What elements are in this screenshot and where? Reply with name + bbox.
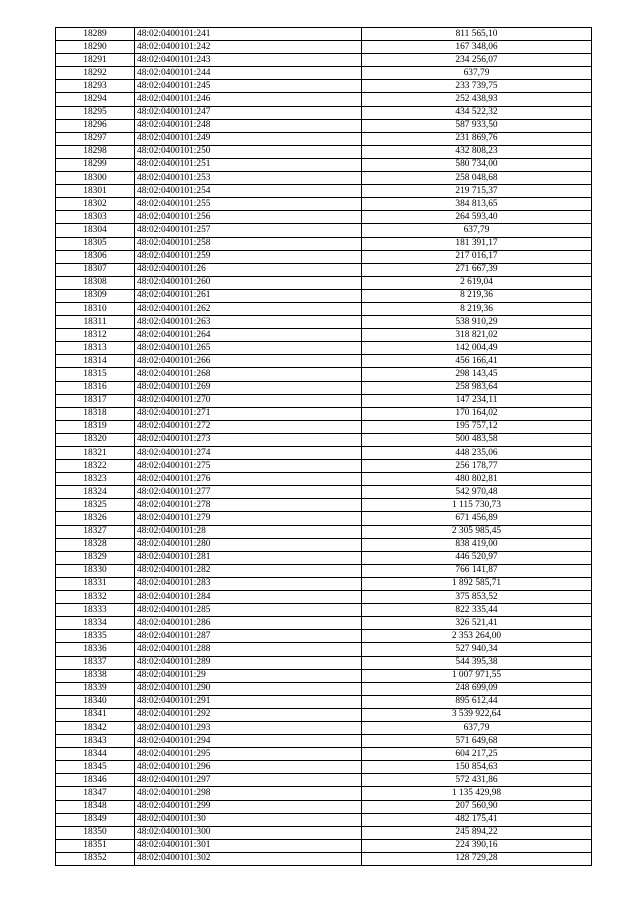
- row-number-cell: 18320: [56, 433, 135, 446]
- row-number-cell: 18332: [56, 591, 135, 604]
- cadastral-number-cell: 48:02:0400101:285: [135, 604, 362, 617]
- cadastral-value-cell: 448 235,06: [362, 447, 592, 460]
- cadastral-number-cell: 48:02:0400101:248: [135, 119, 362, 132]
- cadastral-value-cell: 142 004,49: [362, 342, 592, 355]
- row-number-cell: 18298: [56, 145, 135, 158]
- row-number-cell: 18330: [56, 564, 135, 577]
- cadastral-value-cell: 8 219,36: [362, 289, 592, 302]
- cadastral-number-cell: 48:02:0400101:246: [135, 93, 362, 106]
- row-number-cell: 18342: [56, 721, 135, 734]
- cadastral-number-cell: 48:02:0400101:29: [135, 669, 362, 682]
- cadastral-value-cell: 234 256,07: [362, 54, 592, 67]
- table-row: [56, 656, 592, 669]
- cadastral-value-cell: 587 933,50: [362, 119, 592, 132]
- cadastral-number-cell: 48:02:0400101:282: [135, 564, 362, 577]
- cadastral-value-cell: 538 910,29: [362, 316, 592, 329]
- row-number-cell: 18311: [56, 316, 135, 329]
- row-number-cell: 18305: [56, 237, 135, 250]
- cadastral-value-cell: 3 539 922,64: [362, 708, 592, 721]
- cadastral-number-cell: 48:02:0400101:242: [135, 41, 362, 54]
- cadastral-number-cell: 48:02:0400101:275: [135, 460, 362, 473]
- cadastral-number-cell: 48:02:0400101:256: [135, 211, 362, 224]
- cadastral-value-cell: 637,79: [362, 67, 592, 80]
- cadastral-number-cell: 48:02:0400101:292: [135, 708, 362, 721]
- cadastral-number-cell: 48:02:0400101:245: [135, 80, 362, 93]
- cadastral-value-cell: 482 175,41: [362, 813, 592, 826]
- table-row: [56, 198, 592, 211]
- row-number-cell: 18343: [56, 735, 135, 748]
- cadastral-value-cell: 571 649,68: [362, 735, 592, 748]
- cadastral-number-cell: 48:02:0400101:290: [135, 682, 362, 695]
- table-row: [56, 394, 592, 407]
- table-row: [56, 800, 592, 813]
- row-number-cell: 18345: [56, 761, 135, 774]
- row-number-cell: 18334: [56, 617, 135, 630]
- table-row: [56, 185, 592, 198]
- table-row: [56, 695, 592, 708]
- row-number-cell: 18321: [56, 447, 135, 460]
- row-number-cell: 18314: [56, 355, 135, 368]
- cadastral-value-table: [55, 27, 592, 866]
- cadastral-number-cell: 48:02:0400101:302: [135, 852, 362, 865]
- cadastral-number-cell: 48:02:0400101:266: [135, 355, 362, 368]
- row-number-cell: 18325: [56, 499, 135, 512]
- cadastral-value-cell: 637,79: [362, 721, 592, 734]
- cadastral-value-cell: 150 854,63: [362, 761, 592, 774]
- row-number-cell: 18296: [56, 119, 135, 132]
- cadastral-number-cell: 48:02:0400101:297: [135, 774, 362, 787]
- cadastral-number-cell: 48:02:0400101:261: [135, 289, 362, 302]
- cadastral-value-cell: 1 892 585,71: [362, 577, 592, 590]
- cadastral-number-cell: 48:02:0400101:30: [135, 813, 362, 826]
- row-number-cell: 18351: [56, 839, 135, 852]
- cadastral-number-cell: 48:02:0400101:262: [135, 302, 362, 315]
- row-number-cell: 18309: [56, 289, 135, 302]
- cadastral-number-cell: 48:02:0400101:259: [135, 250, 362, 263]
- table-row: [56, 577, 592, 590]
- cadastral-number-cell: 48:02:0400101:288: [135, 643, 362, 656]
- row-number-cell: 18333: [56, 604, 135, 617]
- cadastral-value-cell: 2 353 264,00: [362, 630, 592, 643]
- cadastral-number-cell: 48:02:0400101:265: [135, 342, 362, 355]
- table-row: [56, 643, 592, 656]
- cadastral-value-cell: 248 699,09: [362, 682, 592, 695]
- cadastral-number-cell: 48:02:0400101:291: [135, 695, 362, 708]
- row-number-cell: 18289: [56, 28, 135, 41]
- table-row: [56, 787, 592, 800]
- cadastral-value-cell: 766 141,87: [362, 564, 592, 577]
- row-number-cell: 18327: [56, 525, 135, 538]
- cadastral-value-cell: 456 166,41: [362, 355, 592, 368]
- cadastral-number-cell: 48:02:0400101:263: [135, 316, 362, 329]
- cadastral-value-cell: 580 734,00: [362, 158, 592, 171]
- row-number-cell: 18295: [56, 106, 135, 119]
- cadastral-number-cell: 48:02:0400101:264: [135, 329, 362, 342]
- cadastral-value-cell: 838 419,00: [362, 538, 592, 551]
- table-row: [56, 525, 592, 538]
- row-number-cell: 18304: [56, 224, 135, 237]
- cadastral-value-cell: 271 667,39: [362, 263, 592, 276]
- table-row: [56, 263, 592, 276]
- row-number-cell: 18337: [56, 656, 135, 669]
- row-number-cell: 18331: [56, 577, 135, 590]
- cadastral-value-cell: 181 391,17: [362, 237, 592, 250]
- table-row: [56, 289, 592, 302]
- cadastral-value-cell: 527 940,34: [362, 643, 592, 656]
- cadastral-value-cell: 1 115 730,73: [362, 499, 592, 512]
- table-row: [56, 447, 592, 460]
- table-row: [56, 368, 592, 381]
- row-number-cell: 18293: [56, 80, 135, 93]
- row-number-cell: 18315: [56, 368, 135, 381]
- cadastral-number-cell: 48:02:0400101:287: [135, 630, 362, 643]
- cadastral-value-cell: 195 757,12: [362, 420, 592, 433]
- row-number-cell: 18319: [56, 420, 135, 433]
- row-number-cell: 18312: [56, 329, 135, 342]
- table-row: [56, 813, 592, 826]
- cadastral-value-cell: 2 305 985,45: [362, 525, 592, 538]
- table-row: [56, 80, 592, 93]
- cadastral-number-cell: 48:02:0400101:300: [135, 826, 362, 839]
- table-row: [56, 211, 592, 224]
- table-row: [56, 172, 592, 185]
- row-number-cell: 18350: [56, 826, 135, 839]
- cadastral-number-cell: 48:02:0400101:301: [135, 839, 362, 852]
- table-row: [56, 67, 592, 80]
- cadastral-value-cell: 258 983,64: [362, 381, 592, 394]
- cadastral-number-cell: 48:02:0400101:289: [135, 656, 362, 669]
- row-number-cell: 18318: [56, 407, 135, 420]
- table-row: [56, 617, 592, 630]
- cadastral-number-cell: 48:02:0400101:249: [135, 132, 362, 145]
- cadastral-value-cell: 637,79: [362, 224, 592, 237]
- row-number-cell: 18352: [56, 852, 135, 865]
- cadastral-number-cell: 48:02:0400101:281: [135, 551, 362, 564]
- table-row: [56, 342, 592, 355]
- cadastral-value-cell: 434 522,32: [362, 106, 592, 119]
- row-number-cell: 18329: [56, 551, 135, 564]
- table-row: [56, 499, 592, 512]
- cadastral-number-cell: 48:02:0400101:244: [135, 67, 362, 80]
- cadastral-value-cell: 298 143,45: [362, 368, 592, 381]
- cadastral-value-cell: 233 739,75: [362, 80, 592, 93]
- row-number-cell: 18290: [56, 41, 135, 54]
- cadastral-number-cell: 48:02:0400101:260: [135, 276, 362, 289]
- cadastral-number-cell: 48:02:0400101:258: [135, 237, 362, 250]
- row-number-cell: 18340: [56, 695, 135, 708]
- row-number-cell: 18302: [56, 198, 135, 211]
- cadastral-value-cell: 256 178,77: [362, 460, 592, 473]
- cadastral-value-cell: 2 619,04: [362, 276, 592, 289]
- table-row: [56, 460, 592, 473]
- row-number-cell: 18316: [56, 381, 135, 394]
- row-number-cell: 18300: [56, 172, 135, 185]
- cadastral-number-cell: 48:02:0400101:299: [135, 800, 362, 813]
- cadastral-value-cell: 170 164,02: [362, 407, 592, 420]
- table-row: [56, 748, 592, 761]
- row-number-cell: 18346: [56, 774, 135, 787]
- cadastral-number-cell: 48:02:0400101:280: [135, 538, 362, 551]
- row-number-cell: 18310: [56, 302, 135, 315]
- cadastral-number-cell: 48:02:0400101:28: [135, 525, 362, 538]
- row-number-cell: 18292: [56, 67, 135, 80]
- table-row: [56, 774, 592, 787]
- row-number-cell: 18322: [56, 460, 135, 473]
- row-number-cell: 18339: [56, 682, 135, 695]
- row-number-cell: 18299: [56, 158, 135, 171]
- table-row: [56, 761, 592, 774]
- cadastral-number-cell: 48:02:0400101:298: [135, 787, 362, 800]
- cadastral-number-cell: 48:02:0400101:273: [135, 433, 362, 446]
- cadastral-value-cell: 219 715,37: [362, 185, 592, 198]
- cadastral-number-cell: 48:02:0400101:294: [135, 735, 362, 748]
- table-row: [56, 276, 592, 289]
- row-number-cell: 18349: [56, 813, 135, 826]
- row-number-cell: 18291: [56, 54, 135, 67]
- row-number-cell: 18294: [56, 93, 135, 106]
- table-row: [56, 407, 592, 420]
- cadastral-value-cell: 326 521,41: [362, 617, 592, 630]
- table-body: [56, 28, 592, 866]
- cadastral-value-cell: 252 438,93: [362, 93, 592, 106]
- cadastral-number-cell: 48:02:0400101:283: [135, 577, 362, 590]
- table-row: [56, 420, 592, 433]
- table-row: [56, 564, 592, 577]
- table-row: [56, 132, 592, 145]
- table-row: [56, 158, 592, 171]
- table-row: [56, 669, 592, 682]
- row-number-cell: 18297: [56, 132, 135, 145]
- cadastral-number-cell: 48:02:0400101:270: [135, 394, 362, 407]
- cadastral-value-cell: 895 612,44: [362, 695, 592, 708]
- table-row: [56, 735, 592, 748]
- cadastral-number-cell: 48:02:0400101:276: [135, 473, 362, 486]
- table-row: [56, 54, 592, 67]
- cadastral-number-cell: 48:02:0400101:250: [135, 145, 362, 158]
- table-row: [56, 512, 592, 525]
- table-row: [56, 538, 592, 551]
- cadastral-value-cell: 822 335,44: [362, 604, 592, 617]
- table-row: [56, 839, 592, 852]
- cadastral-value-cell: 384 813,65: [362, 198, 592, 211]
- row-number-cell: 18336: [56, 643, 135, 656]
- table-row: [56, 721, 592, 734]
- table-row: [56, 316, 592, 329]
- cadastral-number-cell: 48:02:0400101:247: [135, 106, 362, 119]
- cadastral-value-cell: 224 390,16: [362, 839, 592, 852]
- table-row: [56, 433, 592, 446]
- cadastral-value-cell: 264 593,40: [362, 211, 592, 224]
- cadastral-value-cell: 217 016,17: [362, 250, 592, 263]
- cadastral-number-cell: 48:02:0400101:255: [135, 198, 362, 211]
- row-number-cell: 18328: [56, 538, 135, 551]
- cadastral-value-cell: 432 808,23: [362, 145, 592, 158]
- cadastral-number-cell: 48:02:0400101:268: [135, 368, 362, 381]
- table-row: [56, 682, 592, 695]
- cadastral-value-cell: 167 348,06: [362, 41, 592, 54]
- row-number-cell: 18323: [56, 473, 135, 486]
- cadastral-value-cell: 207 560,90: [362, 800, 592, 813]
- row-number-cell: 18348: [56, 800, 135, 813]
- row-number-cell: 18324: [56, 486, 135, 499]
- table-row: [56, 106, 592, 119]
- cadastral-value-cell: 1 007 971,55: [362, 669, 592, 682]
- table-row: [56, 604, 592, 617]
- cadastral-number-cell: 48:02:0400101:296: [135, 761, 362, 774]
- cadastral-number-cell: 48:02:0400101:284: [135, 591, 362, 604]
- table-row: [56, 473, 592, 486]
- cadastral-number-cell: 48:02:0400101:241: [135, 28, 362, 41]
- row-number-cell: 18313: [56, 342, 135, 355]
- table-row: [56, 826, 592, 839]
- row-number-cell: 18341: [56, 708, 135, 721]
- table-row: [56, 93, 592, 106]
- cadastral-value-cell: 480 802,81: [362, 473, 592, 486]
- cadastral-value-cell: 231 869,76: [362, 132, 592, 145]
- table-row: [56, 250, 592, 263]
- cadastral-value-cell: 446 520,97: [362, 551, 592, 564]
- cadastral-number-cell: 48:02:0400101:272: [135, 420, 362, 433]
- row-number-cell: 18308: [56, 276, 135, 289]
- table-row: [56, 708, 592, 721]
- cadastral-value-cell: 245 894,22: [362, 826, 592, 839]
- table-row: [56, 630, 592, 643]
- row-number-cell: 18335: [56, 630, 135, 643]
- table-row: [56, 591, 592, 604]
- cadastral-number-cell: 48:02:0400101:277: [135, 486, 362, 499]
- table-row: [56, 551, 592, 564]
- table-row: [56, 381, 592, 394]
- table-row: [56, 224, 592, 237]
- table-row: [56, 145, 592, 158]
- cadastral-number-cell: 48:02:0400101:253: [135, 172, 362, 185]
- cadastral-number-cell: 48:02:0400101:278: [135, 499, 362, 512]
- row-number-cell: 18347: [56, 787, 135, 800]
- row-number-cell: 18307: [56, 263, 135, 276]
- cadastral-value-cell: 318 821,02: [362, 329, 592, 342]
- cadastral-number-cell: 48:02:0400101:274: [135, 447, 362, 460]
- cadastral-number-cell: 48:02:0400101:271: [135, 407, 362, 420]
- cadastral-value-cell: 128 729,28: [362, 852, 592, 865]
- cadastral-number-cell: 48:02:0400101:269: [135, 381, 362, 394]
- cadastral-value-cell: 811 565,10: [362, 28, 592, 41]
- row-number-cell: 18338: [56, 669, 135, 682]
- table-row: [56, 28, 592, 41]
- row-number-cell: 18317: [56, 394, 135, 407]
- cadastral-number-cell: 48:02:0400101:243: [135, 54, 362, 67]
- cadastral-number-cell: 48:02:0400101:251: [135, 158, 362, 171]
- cadastral-value-cell: 542 970,48: [362, 486, 592, 499]
- table-row: [56, 355, 592, 368]
- cadastral-value-cell: 258 048,68: [362, 172, 592, 185]
- table-row: [56, 852, 592, 865]
- cadastral-number-cell: 48:02:0400101:293: [135, 721, 362, 734]
- cadastral-value-cell: 544 395,38: [362, 656, 592, 669]
- cadastral-value-cell: 147 234,11: [362, 394, 592, 407]
- cadastral-number-cell: 48:02:0400101:26: [135, 263, 362, 276]
- table-row: [56, 119, 592, 132]
- table-row: [56, 486, 592, 499]
- cadastral-number-cell: 48:02:0400101:295: [135, 748, 362, 761]
- table-row: [56, 329, 592, 342]
- row-number-cell: 18301: [56, 185, 135, 198]
- row-number-cell: 18303: [56, 211, 135, 224]
- cadastral-number-cell: 48:02:0400101:254: [135, 185, 362, 198]
- row-number-cell: 18326: [56, 512, 135, 525]
- cadastral-value-cell: 375 853,52: [362, 591, 592, 604]
- row-number-cell: 18344: [56, 748, 135, 761]
- cadastral-number-cell: 48:02:0400101:286: [135, 617, 362, 630]
- cadastral-number-cell: 48:02:0400101:279: [135, 512, 362, 525]
- cadastral-value-cell: 8 219,36: [362, 302, 592, 315]
- cadastral-value-cell: 500 483,58: [362, 433, 592, 446]
- row-number-cell: 18306: [56, 250, 135, 263]
- cadastral-value-cell: 671 456,89: [362, 512, 592, 525]
- table-row: [56, 237, 592, 250]
- cadastral-value-cell: 572 431,86: [362, 774, 592, 787]
- cadastral-value-cell: 1 135 429,98: [362, 787, 592, 800]
- table-row: [56, 302, 592, 315]
- cadastral-value-cell: 604 217,25: [362, 748, 592, 761]
- table-row: [56, 41, 592, 54]
- cadastral-number-cell: 48:02:0400101:257: [135, 224, 362, 237]
